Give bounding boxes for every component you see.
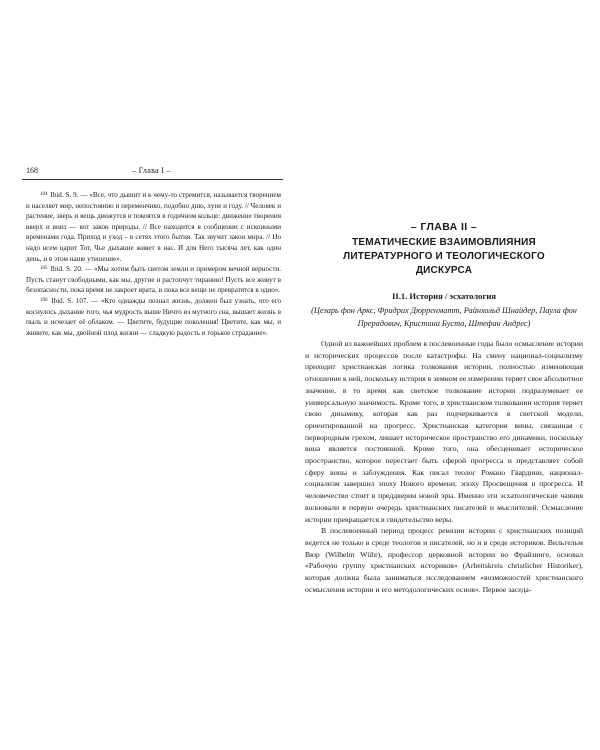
- page-header: [22, 165, 283, 180]
- footnote-number: 104: [40, 192, 48, 197]
- footnote: [26, 296, 281, 338]
- right-page: [305, 196, 583, 595]
- footnote-text: Ibid. S. 9. — «Все, что дышит и к чему-то стремится, называется творением и населяет мир, непостоянно и переменчиво, подобно дню, луне и году. // Человек и растение, зверь и вещь движутся и покоятся в годичном кольце: движение творения вверх и вниз — вот закон природы. // Все находится в сообщении с исконными временами года. Приход и уход – в сетях этого бытия. Так звучит закон мира. // Но надо всем царит Тот, Чье дыхание живет в нас. И для Него тысяча лет, как один день, и в этом наше утешение».: [26, 191, 281, 263]
- chapter-subtitle-line: ДИСКУРСА: [415, 265, 473, 276]
- body-paragraph: В послевоенный период процесс ревизии истории с христианских позиций ведется не только в среде теологов и писателей, но и в среде историков. Вильгельм Вюр (Wilhelm Wühr), профессор церковной истории во Фрайзинге, основал «Рабочую группу христианских историков» (Arbeitskreis christlicher Historiker), которая должна была заниматься исследованием «возможностей христианского осмысления истории и его методологических основ». Первое заседа-: [305, 526, 583, 594]
- chapter-subtitle-line: ЛИТЕРАТУРНОГО И ТЕОЛОГИЧЕСКОГО: [343, 251, 545, 262]
- left-page: [22, 165, 283, 338]
- section-authors: (Цезарь фон Аркс, Фридрих Дюрренматт, Райнхольд Шнайдер, Паула фон Прерадович, Кристина Буста, Штефан Андрес): [311, 306, 577, 328]
- footnote-text: Ibid. S. 20. — «Мы хотим быть светом земли и примером вечной верности. Пусть станут свободными, как мы, другие и растопчут тиранию! Пусть все живут в безопасности, пока время не закроет врата, и пока все вещи не превратятся в одно».: [26, 265, 281, 295]
- chapter-title: – ГЛАВА II –: [410, 221, 478, 233]
- footnote-number: 106: [40, 297, 48, 303]
- footnotes: [22, 190, 283, 338]
- running-head: – Глава I –: [132, 166, 171, 175]
- footnote: [26, 190, 281, 264]
- chapter-subtitle: [305, 236, 583, 278]
- footnote-text: Ibid. S. 107. — «Кто однажды познал жизнь, должен был узнать, что его коснулось дыхание того, чья мудрость выше Ничто из мутного сна, вышает жизнь в пыль и исчезает её облаком. — Цветите, будущие поколения! Цветите, как мы, и живите, как мы, двойной плод жизни — сладкую радость и горькое страдание».: [26, 296, 281, 337]
- chapter-subtitle-line: ТЕМАТИЧЕСКИЕ ВЗАИМОВЛИЯНИЯ: [352, 237, 536, 248]
- section-title: II.1. История / эсхатология: [392, 291, 496, 301]
- page-number: 168: [26, 166, 38, 175]
- body-paragraph: Одной из важнейших проблем в послевоенные годы было осмысление истории и исторических процессов после катастрофы. На смену национал-социализму приходит христианская логика толкования истории, полностью изменяющая отношение к ней, поскольку история в земном ее измерении теряет свое абсолютное значение, в то время как светское толкование истории подразумевает ее универсальную значимость. Кроме того, в христианском толковании история теряет свою динамику, которая как раз подчеркивается в светской модели, ориентированной на прогресс. Христианская категория вины, связанная с первородным грехом, лишает историческое пространство его динамики, поскольку вина является постоянной. Кроме того, она обесценивает историческое пространство, которое перестает быть сферой прогресса и представляет собой сферу вины и заблуждения. Как писал теолог Романо Гвардини, национал-социализм завершил эпоху Нового времени, эпоху Просвещения и прогресса. И человечество стоит в преддверии новой эры. Именно эти эсхатологические чаяния волновали в первую очередь христианских писателей и мыслителей. Осмысление истории превращается в свидетельство веры.: [305, 339, 583, 524]
- footnote: [26, 264, 281, 296]
- footnote-number: 105: [40, 266, 48, 272]
